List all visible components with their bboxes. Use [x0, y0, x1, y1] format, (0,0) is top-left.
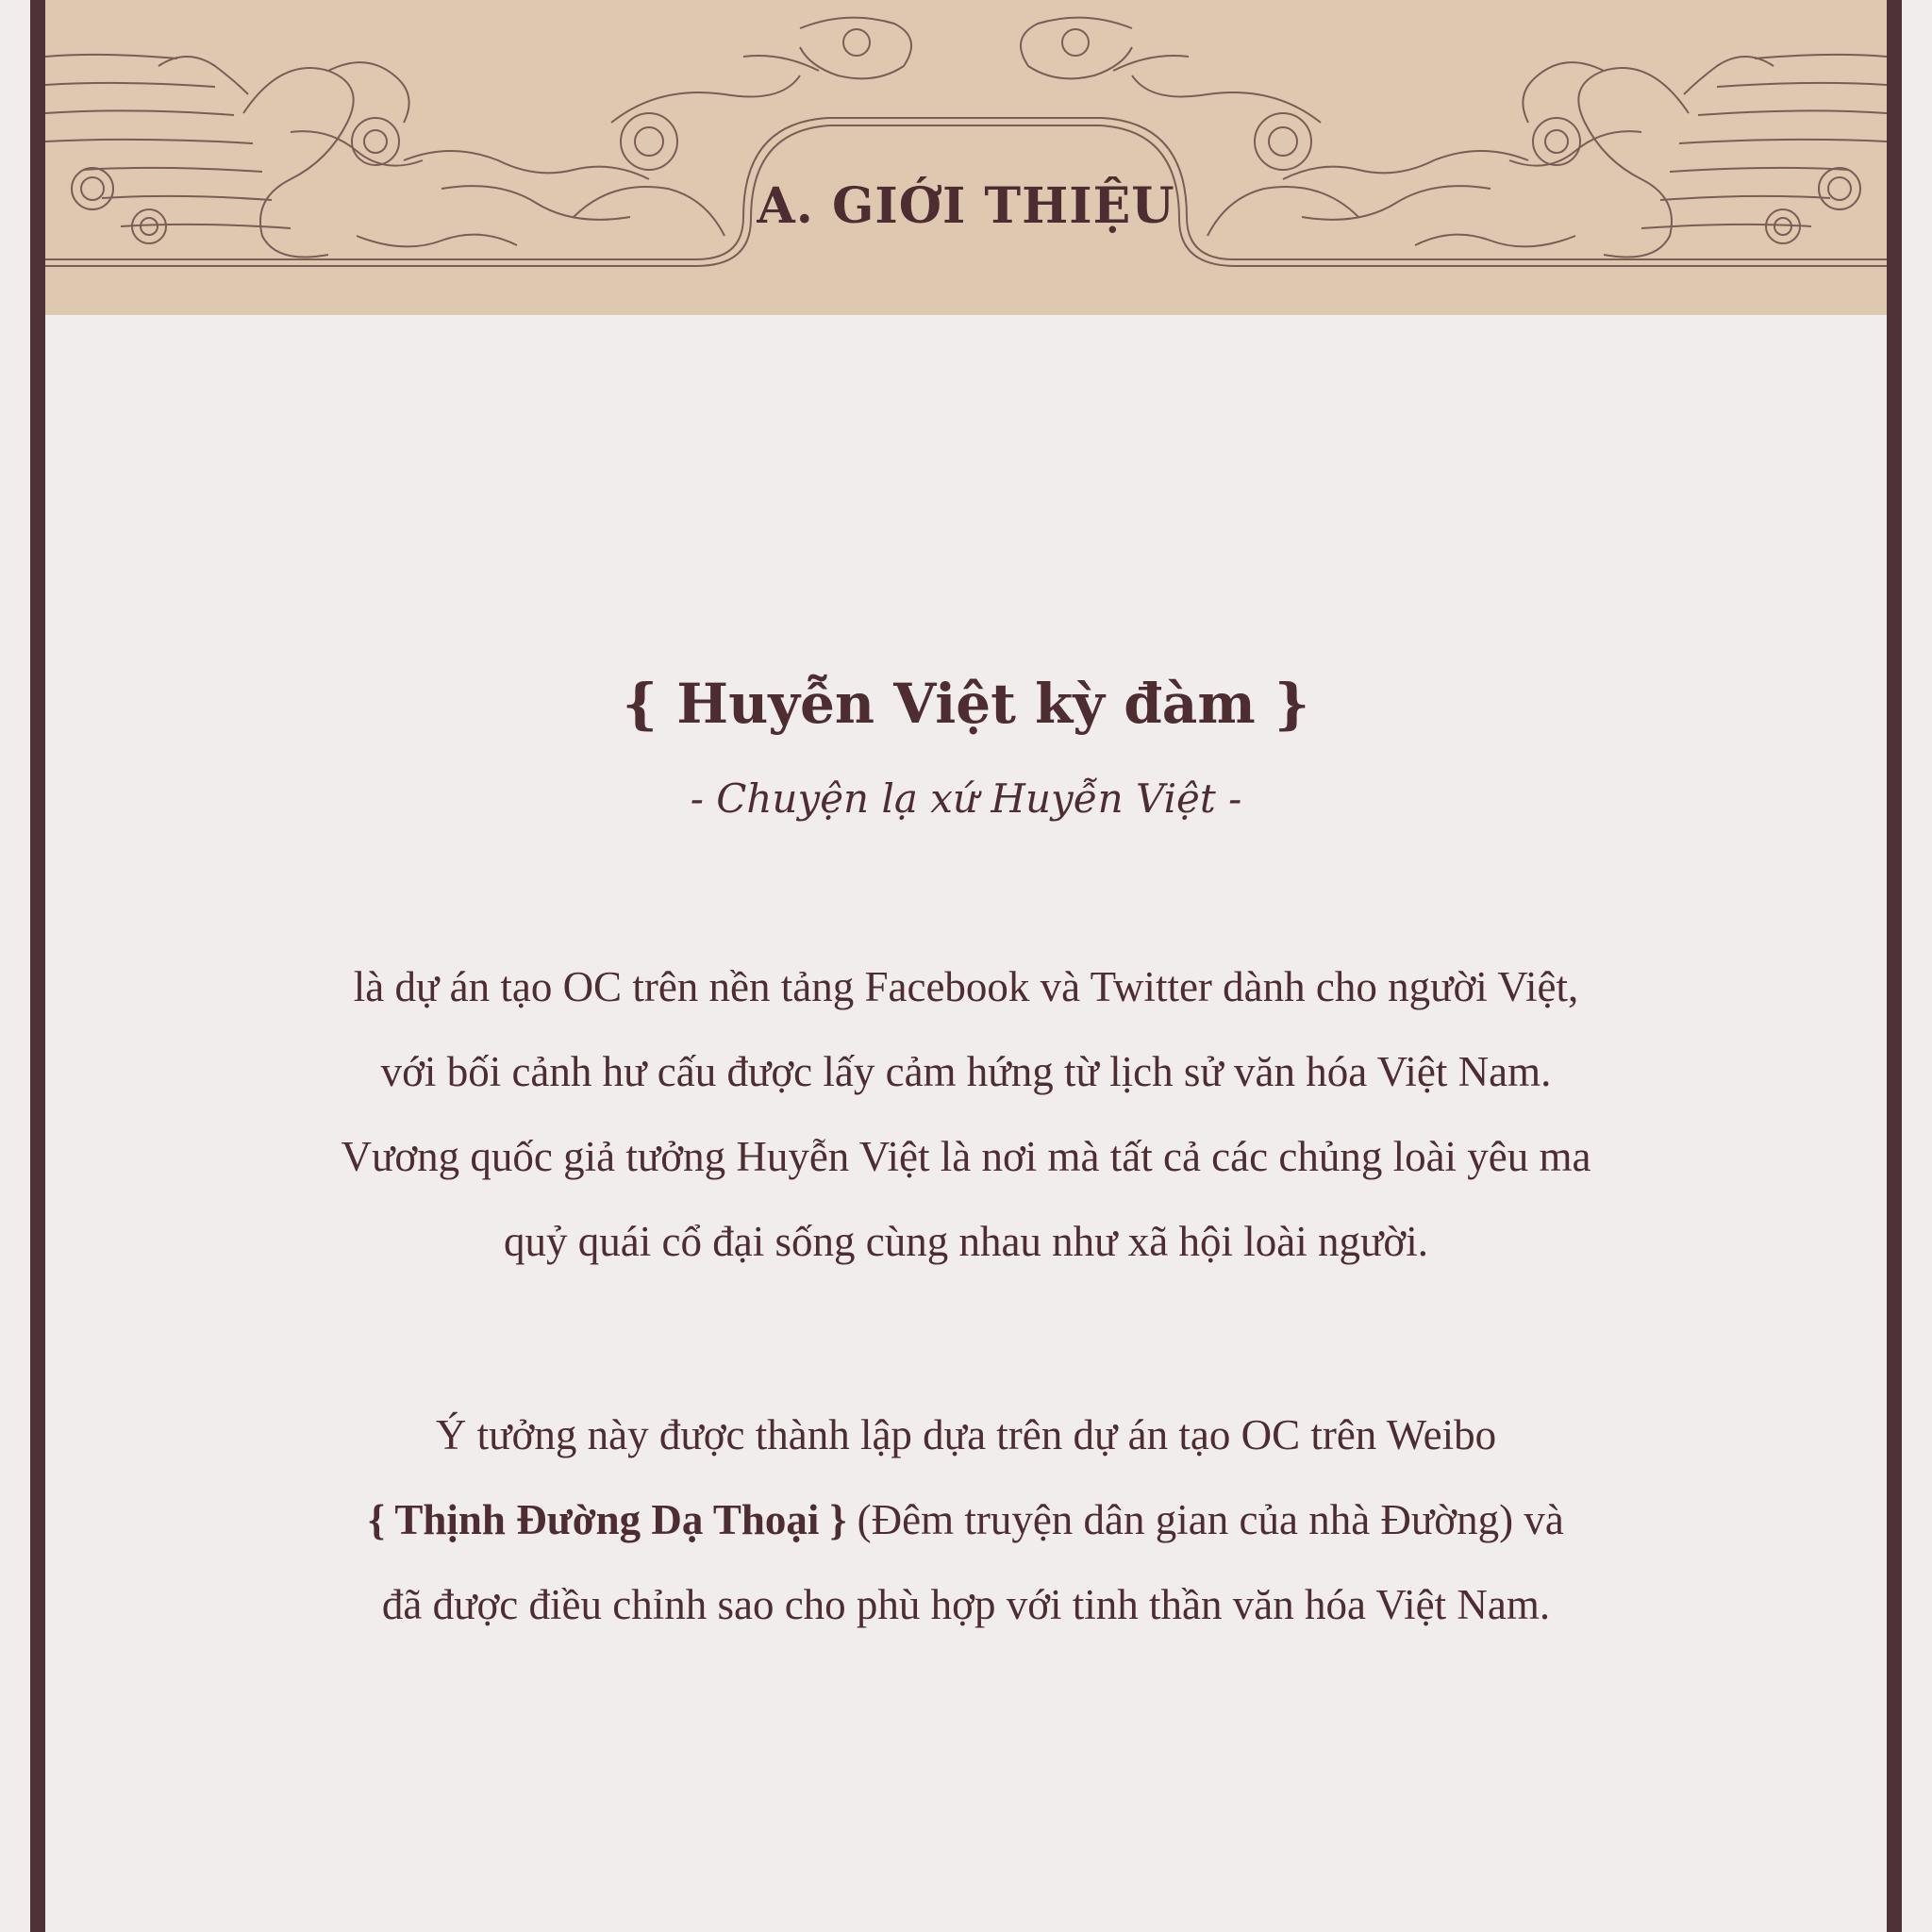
paragraph-line	[0, 1495, 1932, 1544]
paragraph-line: là dự án tạo OC trên nền tảng Facebook và Twitter dành cho người Việt,	[353, 963, 1579, 1010]
project-name-bold: { Thịnh Đường Dạ Thoại }	[368, 1496, 847, 1543]
subtitle: - Chuyện lạ xứ Huyễn Việt -	[690, 775, 1242, 822]
section-title: A. GIỚI THIỆU	[757, 177, 1175, 235]
main-title: { Huyễn Việt kỳ đàm }	[622, 672, 1310, 736]
paragraph-line: Ý tưởng này được thành lập dựa trên dự án tạo OC trên Weibo	[435, 1411, 1497, 1458]
paragraph-line: quỷ quái cổ đại sống cùng nhau như xã hội loài người.	[504, 1218, 1428, 1265]
dragon-cloud-ornament	[45, 0, 1887, 315]
project-name-gloss: (Đêm truyện dân gian của nhà Đường) và	[846, 1496, 1564, 1543]
paragraph-line: đã được điều chỉnh sao cho phù hợp với tinh thần văn hóa Việt Nam.	[381, 1581, 1551, 1628]
header-band	[45, 0, 1887, 315]
paragraph-line: với bối cảnh hư cấu được lấy cảm hứng từ lịch sử văn hóa Việt Nam.	[380, 1048, 1552, 1095]
paragraph-line: Vương quốc giả tưởng Huyễn Việt là nơi mà tất cả các chủng loài yêu ma	[341, 1133, 1591, 1180]
